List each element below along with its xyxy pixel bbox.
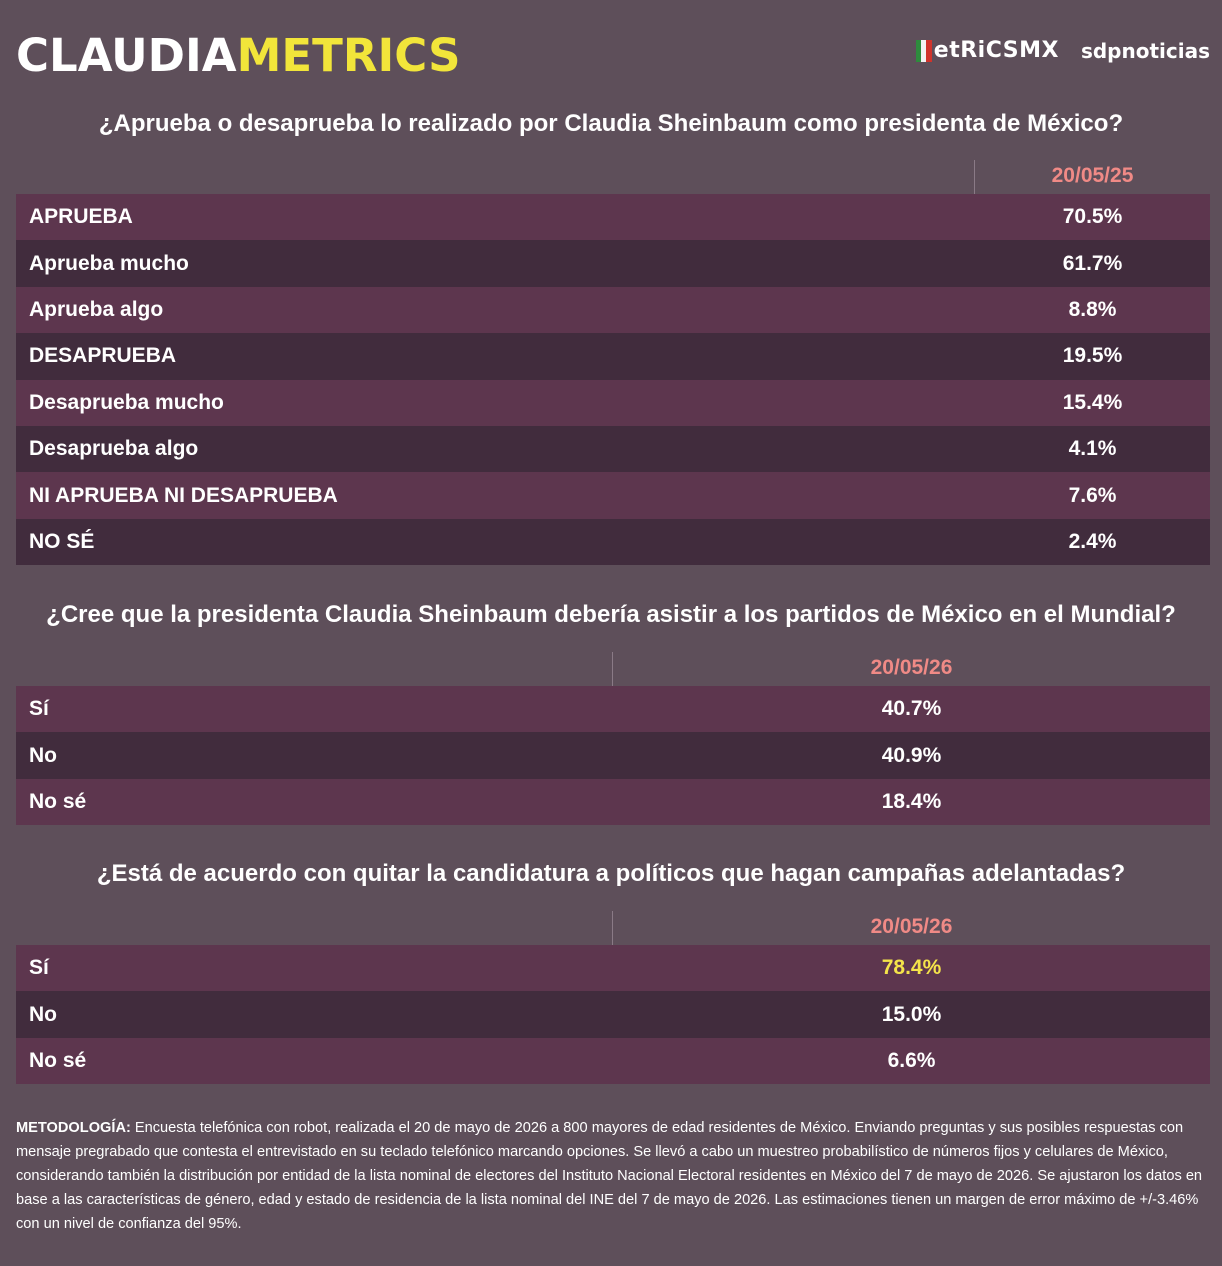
row-value: 4.1% xyxy=(1068,437,1117,461)
results-table-1 xyxy=(16,160,1210,565)
mexico-flag-icon xyxy=(916,40,932,62)
row-label: No xyxy=(29,1002,57,1026)
table-row xyxy=(16,519,1210,565)
sdpnoticias-logo: sdpnoticias xyxy=(1080,38,1210,63)
row-value: 7.6% xyxy=(1068,483,1117,507)
row-value: 61.7% xyxy=(1062,251,1123,275)
question-1: ¿Aprueba o desaprueba lo realizado por Claudia Sheinbaum como presidenta de México? xyxy=(98,110,1124,137)
row-value: 8.8% xyxy=(1068,297,1117,321)
question-3: ¿Está de acuerdo con quitar la candidatura a políticos que hagan campañas adelantadas? xyxy=(96,860,1126,887)
row-label: NI APRUEBA NI DESAPRUEBA xyxy=(29,483,338,507)
row-value: 15.4% xyxy=(1062,390,1123,414)
table-row xyxy=(16,194,1210,240)
row-value: 40.7% xyxy=(881,697,942,721)
table-row xyxy=(16,380,1210,426)
row-value: 15.0% xyxy=(881,1002,942,1026)
question-2: ¿Cree que la presidenta Claudia Sheinbaum debería asistir a los partidos de México en el Mundial? xyxy=(46,601,1176,628)
row-label: Sí xyxy=(29,956,49,980)
row-label: Aprueba mucho xyxy=(29,251,189,275)
row-value: 40.9% xyxy=(881,743,942,767)
table-row xyxy=(16,779,1210,825)
metricsmx-text: etRiCSMX xyxy=(933,38,1059,63)
row-value-highlighted: 78.4% xyxy=(881,956,942,980)
row-value: 2.4% xyxy=(1068,529,1117,553)
table-row xyxy=(16,732,1210,778)
brand-logos xyxy=(916,38,1210,63)
results-table-2 xyxy=(16,652,1210,825)
row-label: APRUEBA xyxy=(29,205,133,229)
table-row xyxy=(16,426,1210,472)
table-row xyxy=(16,991,1210,1037)
date-header: 20/05/25 xyxy=(1051,164,1134,187)
methodology-text: Encuesta telefónica con robot, realizada el 20 de mayo de 2026 a 800 mayores de edad residentes de México. Enviando preguntas y sus posibles respuestas con mensaje pregrabado que contesta el entrevistado en su teclado telefónico marcando opciones. Se llevó a cabo un muestreo probabilístico de números fijos y celulares de México, considerando también la distribución por entidad de la lista nominal de electores del Instituto Nacional Electoral residentes en México del 7 de mayo de 2026. Se ajustaron los datos en base a las características de género, edad y estado de residencia de la lista nominal del INE del 7 de mayo de 2026. Las estimaciones tienen un margen de error máximo de +/-3.46% con un nivel de confianza del 95%. xyxy=(16,1120,1203,1232)
logo-part1: CLAUDIA xyxy=(16,29,237,82)
table-row xyxy=(16,333,1210,379)
table-row xyxy=(16,686,1210,732)
table-header xyxy=(16,911,1210,945)
row-value: 6.6% xyxy=(887,1048,936,1072)
row-label: No sé xyxy=(29,1048,87,1072)
table-row xyxy=(16,472,1210,518)
metricsmx-logo xyxy=(916,38,1059,63)
row-value: 18.4% xyxy=(881,789,942,813)
header xyxy=(16,28,1210,84)
table-header xyxy=(16,652,1210,686)
table-header xyxy=(16,160,1210,194)
methodology-note xyxy=(16,1116,1212,1236)
table-row xyxy=(16,945,1210,991)
row-label: No sé xyxy=(29,789,87,813)
row-value: 19.5% xyxy=(1062,344,1123,368)
methodology-label: METODOLOGÍA: xyxy=(16,1120,131,1136)
date-header: 20/05/26 xyxy=(870,915,953,938)
date-header: 20/05/26 xyxy=(870,656,953,679)
row-label: Desaprueba algo xyxy=(29,437,199,461)
table-row xyxy=(16,287,1210,333)
row-value: 70.5% xyxy=(1062,205,1123,229)
row-label: Desaprueba mucho xyxy=(29,390,224,414)
logo-part2: METRICS xyxy=(236,29,461,82)
row-label: Sí xyxy=(29,697,49,721)
table-row xyxy=(16,1038,1210,1084)
table-row xyxy=(16,240,1210,286)
results-table-3 xyxy=(16,911,1210,1084)
row-label: No xyxy=(29,743,57,767)
row-label: NO SÉ xyxy=(29,529,95,553)
row-label: Aprueba algo xyxy=(29,297,164,321)
row-label: DESAPRUEBA xyxy=(29,344,177,368)
